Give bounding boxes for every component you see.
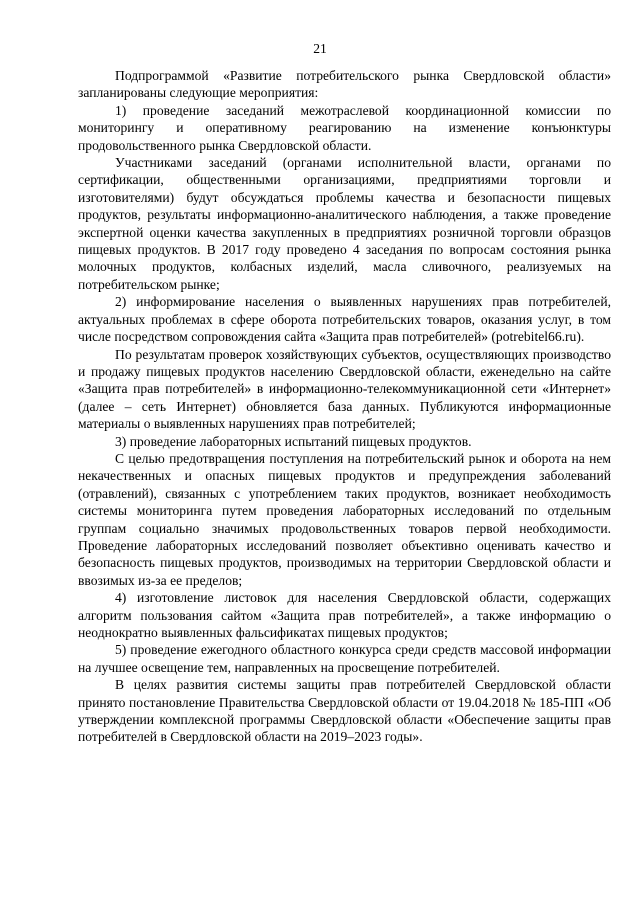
paragraph-item-3: 3) проведение лабораторных испытаний пищевых продуктов. xyxy=(115,433,472,449)
paragraph-item-1: 1) проведение заседаний межотраслевой координационной комиссии по мониторингу и оперативному реагированию на изменение конъюнктуры продовольственного рынка Свердловской области. xyxy=(78,102,611,153)
paragraph-inspection-results: По результатам проверок хозяйствующих субъектов, осуществляющих производство и продажу пищевых продуктов населению Свердловской области, еженедельно на сайте «Защита прав потребителей» в информационно-телекоммуникационной сети «Интернет» (далее – сеть Интернет) обновляется база данных. Публикуются информационные материалы о выявленных нарушениях прав потребителей; xyxy=(78,346,611,432)
document-body xyxy=(78,67,611,746)
page-number: 21 xyxy=(313,41,327,56)
paragraph-resolution: В целях развития системы защиты прав потребителей Свердловской области принято постановление Правительства Свердловской области от 19.04.2018 № 185-ПП «Об утверждении комплексной программы Свердловской области «Обеспечение защиты прав потребителей в Свердловской области на 2019–2023 годы». xyxy=(78,677,611,745)
paragraph-monitoring-purpose: С целью предотвращения поступления на потребительский рынок и оборота на нем некачественных и опасных пищевых продуктов и предупреждения заболеваний (отравлений), связанных с употреблением таких продуктов, возникает необходимость системы мониторинга путем проведения лабораторных исследований по отдельным группам социально значимых продовольственных товаров первой необходимости. Проведение лабораторных исследований позволяет объективно оценивать качество и безопасность пищевых продуктов, производимых на территории Свердловской области и ввозимых из-за ее пределов; xyxy=(78,450,611,588)
paragraph-item-4: 4) изготовление листовок для населения Свердловской области, содержащих алгоритм пользования сайтом «Защита прав потребителей», а также информацию о неоднократно выявленных фальсификатах пищевых продуктов; xyxy=(78,590,611,640)
paragraph-item-2: 2) информирование населения о выявленных нарушениях прав потребителей, актуальных проблемах в сфере оборота потребительских товаров, оказания услуг, в том числе посредством сопровождения сайта «Защита прав потребителей» (potrebitel66.ru). xyxy=(78,294,611,345)
paragraph-participants: Участниками заседаний (органами исполнительной власти, органами по сертификации, общественными организациями, предприятиями торговли и изготовителями) будут обсуждаться проблемы качества и безопасности пищевых продуктов, результаты информационно-аналитического наблюдения, а также проведение экспертной оценки качества закупленных в предприятиях розничной торговли образцов пищевых продуктов. В 2017 году проведено 4 заседания по вопросам состояния рынка молочных продуктов, колбасных изделий, масла сливочного, реализуемых на потребительском рынке; xyxy=(78,155,611,292)
paragraph-item-5: 5) проведение ежегодного областного конкурса среди средств массовой информации на лучшее освещение тем, направленных на просвещение потребителей. xyxy=(78,642,611,675)
paragraph-subprogram-intro: Подпрограммой «Развитие потребительского рынка Свердловской области» запланированы следующие мероприятия: xyxy=(78,68,611,101)
